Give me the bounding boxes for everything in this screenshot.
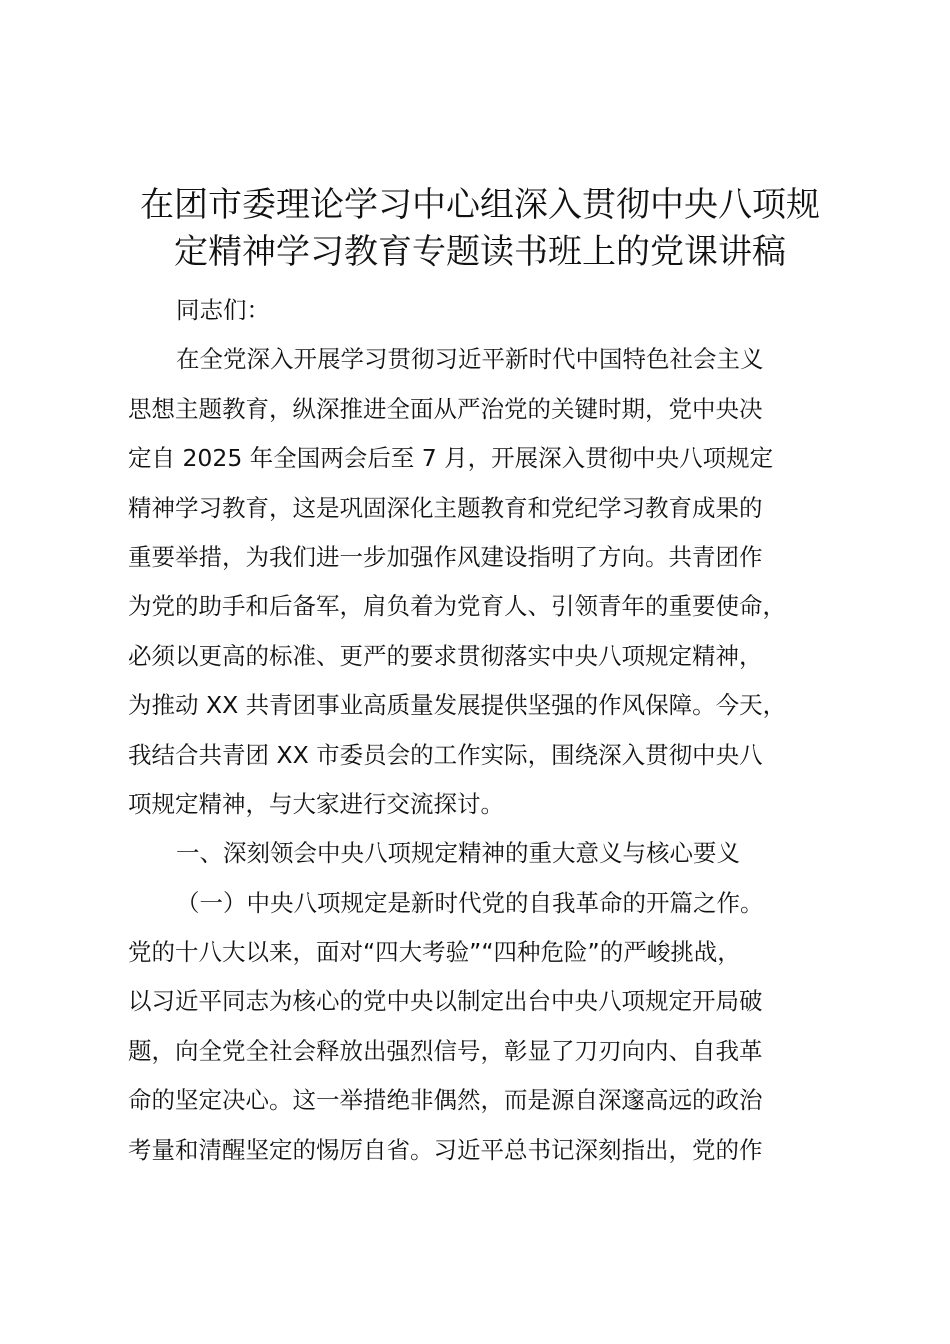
paragraph-line: 命的坚定决心。这一举措绝非偶然，而是源自深邃高远的政治 (128, 1086, 763, 1115)
paragraph-line: 项规定精神，与大家进行交流探讨。 (128, 789, 504, 818)
paragraph-line: 精神学习教育，这是巩固深化主题教育和党纪学习教育成果的 (128, 493, 763, 522)
document-title (100, 182, 860, 276)
salutation: 同志们： (176, 296, 270, 324)
paragraph-line: 为党的助手和后备军，肩负着为党育人、引领青年的重要使命， (128, 592, 786, 621)
paragraph-line: 考量和清醒坚定的惕厉自省。习近平总书记深刻指出，党的作 (128, 1135, 763, 1164)
paragraph-line: 题，向全党全社会释放出强烈信号，彰显了刀刃向内、自我革 (128, 1036, 763, 1065)
subsection-heading: （一）中央八项规定是新时代党的自我革命的开篇之作。 (176, 888, 764, 917)
title-line: 定精神学习教育专题读书班上的党课讲稿 (174, 232, 786, 272)
paragraph-line: 为推动 XX 共青团事业高质量发展提供坚强的作风保障。今天， (128, 691, 787, 720)
paragraph-line: 必须以更高的标准、更严的要求贯彻落实中央八项规定精神， (128, 641, 763, 670)
section-heading: 一、深刻领会中央八项规定精神的重大意义与核心要义 (176, 839, 740, 868)
paragraph-line: 我结合共青团 XX 市委员会的工作实际，围绕深入贯彻中央八 (128, 740, 763, 769)
paragraph-line: 以习近平同志为核心的党中央以制定出台中央八项规定开局破 (128, 987, 763, 1016)
paragraph-line: 定自 2025 年全国两会后至 7 月，开展深入贯彻中央八项规定 (128, 444, 774, 473)
paragraph-line: 重要举措，为我们进一步加强作风建设指明了方向。共青团作 (128, 542, 763, 571)
paragraph-line: 党的十八大以来，面对“四大考验”“四种危险”的严峻挑战， (128, 938, 741, 967)
title-line: 在团市委理论学习中心组深入贯彻中央八项规 (140, 185, 820, 225)
document-body (128, 286, 848, 1175)
paragraph-line: 思想主题教育，纵深推进全面从严治党的关键时期，党中央决 (128, 394, 763, 423)
paragraph-line: 在全党深入开展学习贯彻习近平新时代中国特色社会主义 (176, 345, 764, 374)
